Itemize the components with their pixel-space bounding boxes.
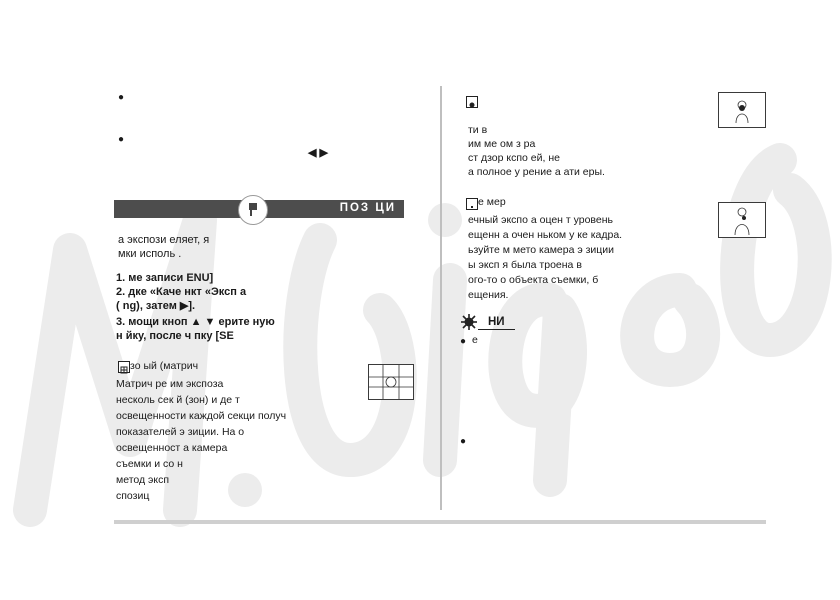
center-text-3: ст дзор кспо ей, не xyxy=(468,152,560,164)
matrix-body-5: освещенност а камера xyxy=(116,442,228,454)
column-divider xyxy=(440,86,442,510)
center-text-4: а полное у рение а ати еры. xyxy=(468,166,605,178)
step-1: 1. ме записи ENU] xyxy=(116,272,214,284)
arrow-keys: ◀ ▶ xyxy=(308,147,328,159)
step-3-cont: н йку, после ч пку [SE xyxy=(116,330,234,342)
note-sun-icon xyxy=(460,313,478,336)
spot-body-3: ьзуйте м мето камера э зиции xyxy=(468,244,615,256)
matrix-body-6: съемки и со н xyxy=(116,458,183,470)
bullet-icon: ● xyxy=(460,436,467,447)
step-2-cont: ( ng), затем ▶]. xyxy=(116,300,196,312)
metering-mode-icon xyxy=(238,195,268,225)
footer-rule xyxy=(114,520,766,524)
note-line-1: е xyxy=(472,334,478,346)
section-title: ПОЗ ЦИ xyxy=(339,202,396,214)
center-weighted-illustration xyxy=(718,92,766,128)
spot-body-2: ещенн а очен ньком у ке кадра. xyxy=(468,229,623,241)
multi-metering-icon xyxy=(118,361,130,373)
matrix-heading: зо ый (матрич xyxy=(130,360,199,372)
matrix-body-2: несколь сек й (зон) и де т xyxy=(116,394,240,406)
matrix-body-4: показателей э зиции. На о xyxy=(116,426,245,438)
spot-heading: е мер xyxy=(478,196,506,208)
center-text-2: им ме ом з ра xyxy=(468,138,536,150)
matrix-body-8: спозиц xyxy=(116,490,150,502)
bullet-icon: ● xyxy=(118,92,125,103)
spot-body-5: ого-то о объекта съемки, б xyxy=(468,274,599,286)
intro-line-2: мки исполь . xyxy=(118,248,182,260)
matrix-illustration xyxy=(368,364,414,400)
step-3: 3. мощи кноп ▲ ▼ ерите ную xyxy=(116,316,275,328)
matrix-body-7: метод эксп xyxy=(116,474,170,486)
spot-body-1: ечный экспо а оцен т уровень xyxy=(468,214,614,226)
note-title: НИ xyxy=(478,316,515,330)
section-header-bar xyxy=(114,200,404,218)
step-2: 2. дке «Каче нкт «Эксп а xyxy=(116,286,247,298)
matrix-body-3: освещенности каждой секци получ xyxy=(116,410,287,422)
matrix-body-1: Матрич ре им экспоза xyxy=(116,378,224,390)
spot-body-6: ещения. xyxy=(468,289,509,301)
spot-illustration xyxy=(718,202,766,238)
bullet-icon: ● xyxy=(460,336,467,347)
bullet-icon: ● xyxy=(118,134,125,145)
intro-line-1: а экспози еляет, я xyxy=(118,234,210,246)
spot-body-4: ы эксп я была троена в xyxy=(468,259,582,271)
spot-metering-icon xyxy=(466,198,478,210)
center-weighted-icon xyxy=(466,96,478,108)
center-text-1: ти в xyxy=(468,124,488,136)
